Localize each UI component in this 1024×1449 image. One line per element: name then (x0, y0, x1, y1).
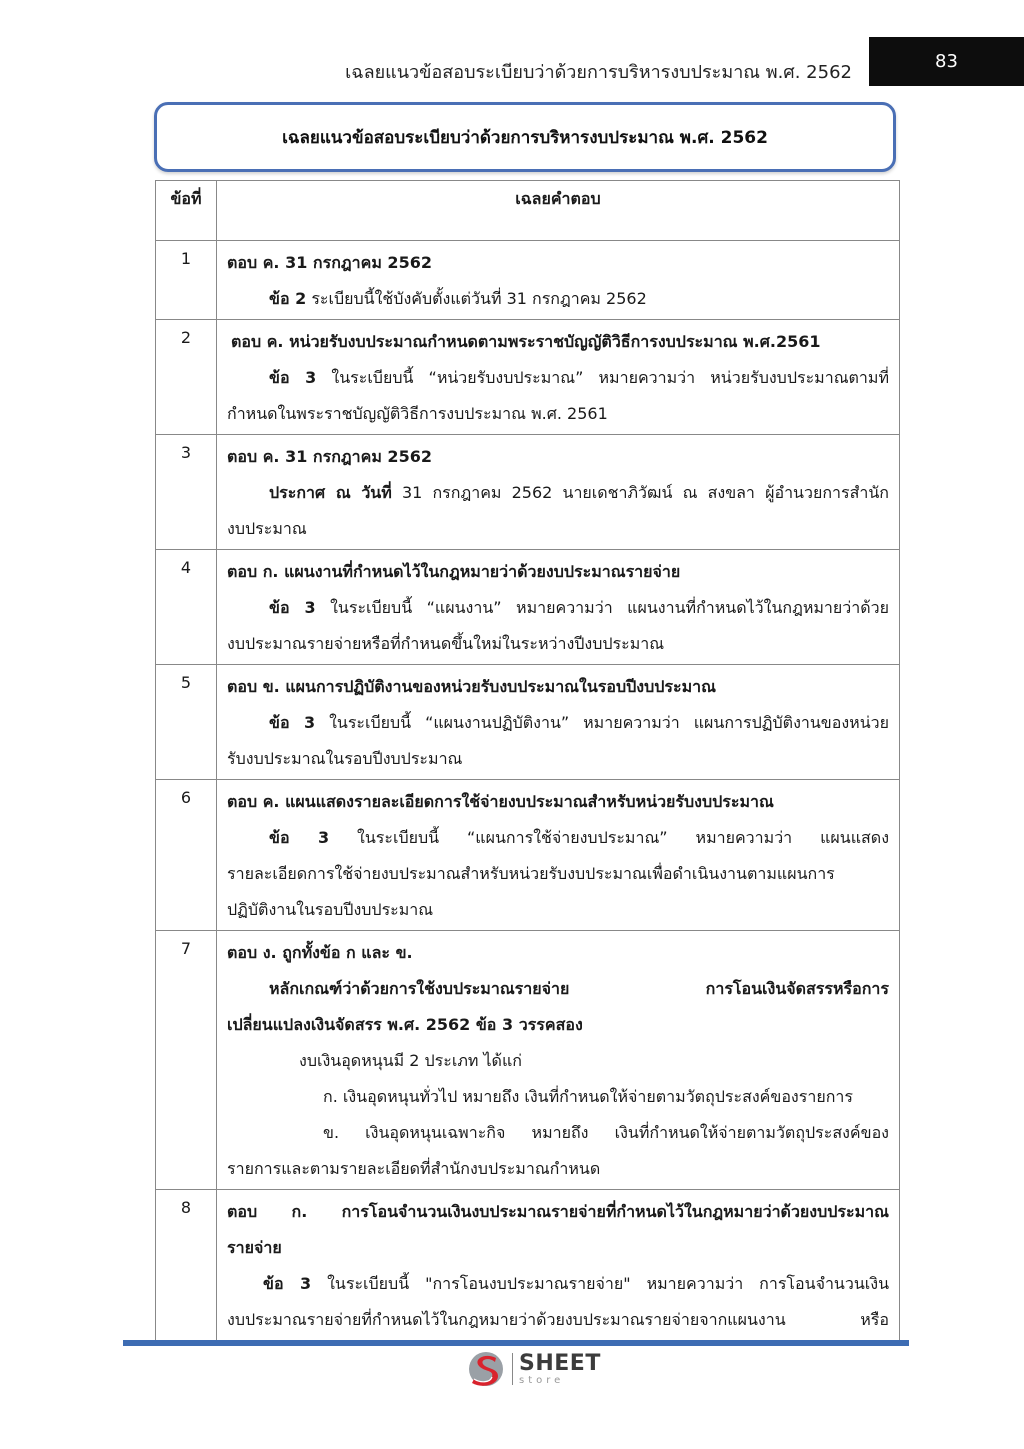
row-number: 5 (156, 665, 217, 780)
explanation-line (227, 360, 889, 396)
explanation-text: ระเบียบนี้ใช้บังคับตั้งแต่วันที่ 31 กรกฎาคม 2562 (306, 289, 647, 308)
row-number: 7 (156, 931, 217, 1190)
answer-cell (217, 550, 900, 665)
table-header-row (156, 181, 900, 241)
table-row (156, 931, 900, 1190)
table-row (156, 550, 900, 665)
answer-cell (217, 320, 900, 435)
row-number: 2 (156, 320, 217, 435)
explanation-text: ในระเบียบนี้ “แผนงานปฏิบัติงาน” หมายความว่า แผนการปฏิบัติงานของหน่วย (315, 713, 889, 732)
explanation-continuation: งบประมาณ (227, 519, 307, 538)
logo-subtitle: store (519, 1374, 565, 1386)
title-box: เฉลยแนวข้อสอบระเบียบว่าด้วยการบริหารงบประมาณ พ.ศ. 2562 (154, 102, 896, 172)
answer-line: ตอบ ก. การโอนจำนวนเงินงบประมาณรายจ่ายที่กำหนดไว้ในกฎหมายว่าด้วยงบประมาณ (227, 1202, 889, 1221)
explanation-ref: ข้อ 2 (269, 289, 307, 308)
row-number: 6 (156, 780, 217, 931)
explanation-ref-line: หลักเกณฑ์ว่าด้วยการใช้งบประมาณรายจ่าย การโอนเงินจัดสรรหรือการ (269, 979, 889, 998)
answer-line: ตอบ ค. หน่วยรับงบประมาณกำหนดตามพระราชบัญญัติวิธีการงบประมาณ พ.ศ.2561 (231, 332, 821, 351)
answer-cell (217, 931, 900, 1190)
answer-line: ตอบ ค. แผนแสดงรายละเอียดการใช้จ่ายงบประมาณสำหรับหน่วยรับงบประมาณ (227, 792, 774, 811)
row-number: 1 (156, 241, 217, 320)
answer-cell (217, 241, 900, 320)
subsidy-intro: งบเงินอุดหนุนมี 2 ประเภท ได้แก่ (299, 1051, 522, 1070)
explanation-text: ในระเบียบนี้ “แผนการใช้จ่ายงบประมาณ” หมายความว่า แผนแสดง (329, 828, 889, 847)
explanation-text: ในระเบียบนี้ "การโอนงบประมาณรายจ่าย" หมายความว่า การโอนจำนวนเงิน (311, 1274, 889, 1293)
explanation-text: ในระเบียบนี้ “หน่วยรับงบประมาณ” หมายความว่า หน่วยรับงบประมาณตามที่ (316, 368, 889, 387)
subsidy-specific-continuation: รายการและตามรายละเอียดที่สำนักงบประมาณกำหนด (227, 1159, 601, 1178)
page-number: 83 (869, 37, 1024, 86)
explanation-continuation-2: ปฏิบัติงานในรอบปีงบประมาณ (227, 900, 434, 919)
table-row (156, 780, 900, 931)
footer-rule (123, 1340, 909, 1346)
answer-table (155, 180, 900, 1341)
answer-cell (217, 780, 900, 931)
explanation-continuation: รับงบประมาณในรอบปีงบประมาณ (227, 749, 463, 768)
explanation-continuation: งบประมาณรายจ่ายหรือที่กำหนดขึ้นใหม่ในระหว่างปีงบประมาณ (227, 634, 665, 653)
explanation-line (227, 1266, 889, 1302)
explanation-text: 31 กรกฎาคม 2562 นายเดชาภิวัฒน์ ณ สงขลา ผู้อำนวยการสำนัก (391, 483, 889, 502)
explanation-continuation: รายละเอียดการใช้จ่ายงบประมาณสำหรับหน่วยรับงบประมาณเพื่อดำเนินงานตามแผนการ (227, 864, 835, 883)
explanation-text: ในระเบียบนี้ “แผนงาน” หมายความว่า แผนงานที่กำหนดไว้ในกฎหมายว่าด้วย (315, 598, 889, 617)
table-row (156, 241, 900, 320)
explanation-line (227, 590, 889, 626)
answer-cell (217, 1190, 900, 1341)
answer-line: ตอบ ค. 31 กรกฎาคม 2562 (227, 253, 432, 272)
s-swoosh-logo-icon (466, 1350, 506, 1388)
running-header: เฉลยแนวข้อสอบระเบียบว่าด้วยการบริหารงบประมาณ พ.ศ. 2562 (345, 62, 852, 83)
explanation-ref-continuation: เปลี่ยนแปลงเงินจัดสรร พ.ศ. 2562 ข้อ 3 วรรคสอง (227, 1015, 583, 1034)
column-header-number: ข้อที่ (156, 181, 217, 241)
column-header-answer: เฉลยคำตอบ (217, 181, 900, 241)
answer-cell (217, 435, 900, 550)
table-row (156, 665, 900, 780)
explanation-line (227, 820, 889, 856)
explanation-ref: ข้อ 3 (269, 598, 316, 617)
explanation-ref: ข้อ 3 (263, 1274, 312, 1293)
answer-cell (217, 665, 900, 780)
subsidy-general: ก. เงินอุดหนุนทั่วไป หมายถึง เงินที่กำหนดให้จ่ายตามวัตถุประสงค์ของรายการ (323, 1087, 853, 1106)
explanation-ref: ข้อ 3 (269, 713, 316, 732)
row-number: 4 (156, 550, 217, 665)
row-number: 8 (156, 1190, 217, 1341)
table-row (156, 435, 900, 550)
explanation-ref: ข้อ 3 (269, 828, 330, 847)
subsidy-specific: ข. เงินอุดหนุนเฉพาะกิจ หมายถึง เงินที่กำหนดให้จ่ายตามวัตถุประสงค์ของ (323, 1123, 889, 1142)
answer-line: ตอบ ค. 31 กรกฎาคม 2562 (227, 447, 432, 466)
table-row (156, 320, 900, 435)
logo-text (519, 1350, 601, 1386)
explanation-line (227, 281, 889, 317)
explanation-ref: ประกาศ ณ วันที่ (269, 483, 392, 502)
answer-line: ตอบ ก. แผนงานที่กำหนดไว้ในกฎหมายว่าด้วยงบประมาณรายจ่าย (227, 562, 681, 581)
answer-line: ตอบ ข. แผนการปฏิบัติงานของหน่วยรับงบประมาณในรอบปีงบประมาณ (227, 677, 716, 696)
footer-logo (466, 1350, 601, 1388)
answer-continuation: รายจ่าย (227, 1238, 282, 1257)
logo-divider (512, 1353, 513, 1385)
explanation-continuation: กำหนดในพระราชบัญญัติวิธีการงบประมาณ พ.ศ. 2561 (227, 404, 608, 423)
table-row (156, 1190, 900, 1341)
logo-word: SHEET (519, 1350, 601, 1376)
answer-line: ตอบ ง. ถูกทั้งข้อ ก และ ข. (227, 943, 413, 962)
explanation-line (227, 705, 889, 741)
explanation-line (227, 475, 889, 511)
explanation-continuation: งบประมาณรายจ่ายที่กำหนดไว้ในกฎหมายว่าด้วยงบประมาณรายจ่ายจากแผนงาน หรือ (227, 1310, 889, 1329)
row-number: 3 (156, 435, 217, 550)
explanation-ref: ข้อ 3 (269, 368, 317, 387)
